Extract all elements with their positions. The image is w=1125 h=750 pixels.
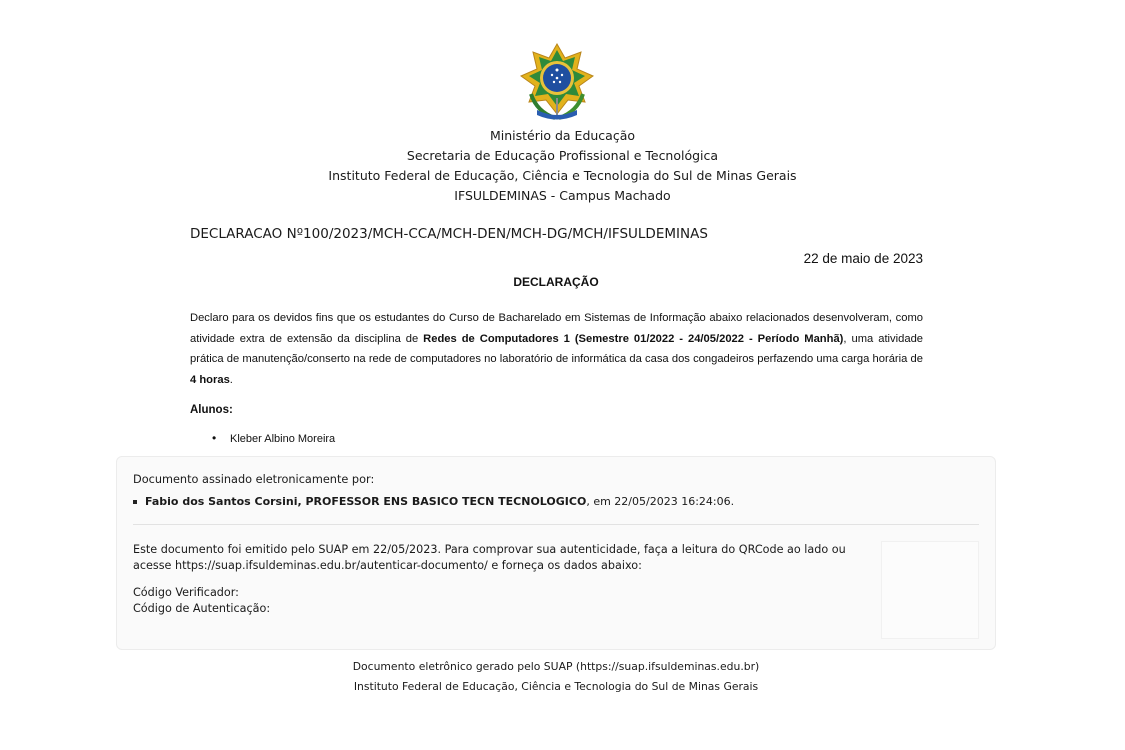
qrcode-icon bbox=[881, 541, 979, 639]
verification-codes bbox=[133, 585, 270, 616]
header-ministry: Ministério da Educação bbox=[489, 128, 636, 143]
signature-box bbox=[116, 456, 996, 650]
body-part-2: , uma atividade prática de manutenção/conserto na rede de computadores no laboratório de informática da casa dos congadeiros perfazendo uma carga horária de bbox=[190, 332, 924, 365]
signature-divider bbox=[133, 524, 979, 525]
footer-suap: Documento eletrônico gerado pelo SUAP (https://suap.ifsuldeminas.edu.br) bbox=[352, 660, 760, 673]
students-list bbox=[212, 431, 335, 445]
verifier-code-label: Código Verificador: bbox=[133, 586, 239, 599]
signer-date: , em 22/05/2023 16:24:06. bbox=[586, 495, 735, 508]
signer-entry bbox=[133, 495, 979, 508]
workload-hours: 4 horas bbox=[190, 373, 230, 386]
document-title: DECLARAÇÃO bbox=[513, 275, 599, 289]
coat-of-arms-icon bbox=[519, 42, 595, 122]
course-name: Redes de Computadores 1 (Semestre 01/2022 - 24/05/2022 - Período Manhã) bbox=[423, 332, 844, 345]
students-label: Alunos: bbox=[190, 404, 233, 416]
page-footer bbox=[0, 657, 1112, 697]
header-campus: IFSULDEMINAS - Campus Machado bbox=[454, 188, 671, 203]
authenticity-info: Este documento foi emitido pelo SUAP em 22/05/2023. Para comprovar sua autenticidade, faça a leitura do QRCode ao lado ou acesse https://suap.ifsuldeminas.edu.br/autenticar-documento/ e forneça os dados abaixo: bbox=[133, 543, 846, 572]
header-institute: Instituto Federal de Educação, Ciência e Tecnologia do Sul de Minas Gerais bbox=[328, 168, 797, 183]
declaration-body bbox=[190, 308, 923, 390]
signer-name: Fabio dos Santos Corsini, PROFESSOR ENS BASICO TECN TECNOLOGICO bbox=[145, 495, 587, 508]
header-secretariat: Secretaria de Educação Profissional e Tecnológica bbox=[406, 148, 719, 163]
bullet-icon bbox=[133, 500, 137, 504]
body-part-3: . bbox=[229, 373, 233, 386]
signature-caption: Documento assinado eletronicamente por: bbox=[133, 473, 375, 486]
document-number: DECLARACAO Nº100/2023/MCH-CCA/MCH-DEN/MCH-DG/MCH/IFSULDEMINAS bbox=[190, 226, 708, 242]
auth-code-label: Código de Autenticação: bbox=[133, 601, 271, 615]
institution-header bbox=[0, 126, 1125, 206]
body-part-1: Declaro para os devidos fins que os estudantes do Curso de Bacharelado em Sistemas de Informação abaixo relacionados desenvolveram, como atividade extra de extensão da disciplina de bbox=[190, 312, 923, 345]
document-date: 22 de maio de 2023 bbox=[803, 251, 923, 266]
list-item: • Kleber Albino Moreira bbox=[212, 431, 335, 445]
footer-institute: Instituto Federal de Educação, Ciência e Tecnologia do Sul de Minas Gerais bbox=[353, 680, 759, 693]
